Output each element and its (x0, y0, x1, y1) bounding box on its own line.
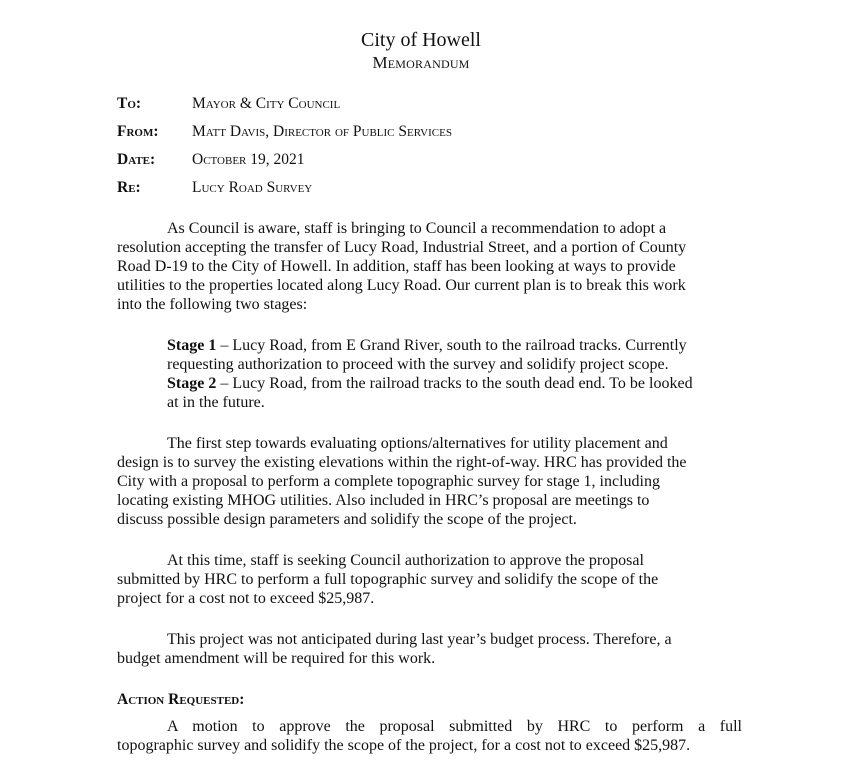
stage-1-label: Stage 1 (167, 337, 217, 354)
meta-from-value: Matt Davis, Director of Public Services (192, 123, 452, 140)
text-line: design is to survey the existing elevations within the right-of-way. HRC has provided the (117, 454, 687, 471)
text-line: requesting authorization to proceed with the survey and solidify project scope. (167, 356, 669, 373)
text-line: A motion to approve the proposal submitted by HRC to perform a full (167, 718, 742, 735)
memo-type-title: Memorandum (372, 53, 470, 72)
text-line: resolution accepting the transfer of Lucy Road, Industrial Street, and a portion of County (117, 239, 687, 256)
stage-1-line (167, 336, 687, 356)
text-line: locating existing MHOG utilities. Also included in HRC’s proposal are meetings to (117, 492, 650, 509)
text-line: The first step towards evaluating options/alternatives for utility placement and (167, 435, 668, 452)
text-line: Road D-19 to the City of Howell. In addition, staff has been looking at ways to provide (117, 258, 676, 275)
stage-2-line (167, 374, 693, 394)
meta-to-value: Mayor & City Council (192, 95, 341, 112)
action-requested-heading: Action Requested: (117, 691, 245, 708)
meta-to-label: To: (117, 95, 142, 112)
meta-date-value: October 19, 2021 (192, 151, 305, 168)
text-line: at in the future. (167, 394, 265, 411)
text-line: into the following two stages: (117, 296, 308, 313)
meta-date-label: Date: (117, 151, 156, 168)
text-line: submitted by HRC to perform a full topographic survey and solidify the scope of the (117, 571, 659, 588)
stage-2-text: – Lucy Road, from the railroad tracks to the south dead end. To be looked (220, 375, 693, 392)
text-line: discuss possible design parameters and solidify the scope of the project. (117, 511, 577, 528)
memo-org-title: City of Howell (361, 29, 481, 51)
meta-from-label: From: (117, 123, 159, 140)
text-line: topographic survey and solidify the scope of the project, for a cost not to exceed $25,987. (117, 737, 691, 754)
text-line: City with a proposal to perform a complete topographic survey for stage 1, including (117, 473, 660, 490)
text-line: As Council is aware, staff is bringing to Council a recommendation to adopt a (167, 220, 667, 237)
stage-2-label: Stage 2 (167, 375, 217, 392)
meta-re-value: Lucy Road Survey (192, 179, 313, 196)
text-line: utilities to the properties located along Lucy Road. Our current plan is to break this work (117, 277, 686, 294)
text-line: At this time, staff is seeking Council authorization to approve the proposal (167, 552, 644, 569)
stage-1-text: – Lucy Road, from E Grand River, south to the railroad tracks. Currently (220, 337, 687, 354)
text-line: budget amendment will be required for this work. (117, 650, 436, 667)
text-line: project for a cost not to exceed $25,987. (117, 590, 375, 607)
text-line: This project was not anticipated during last year’s budget process. Therefore, a (167, 631, 672, 648)
meta-re-label: Re: (117, 179, 141, 196)
